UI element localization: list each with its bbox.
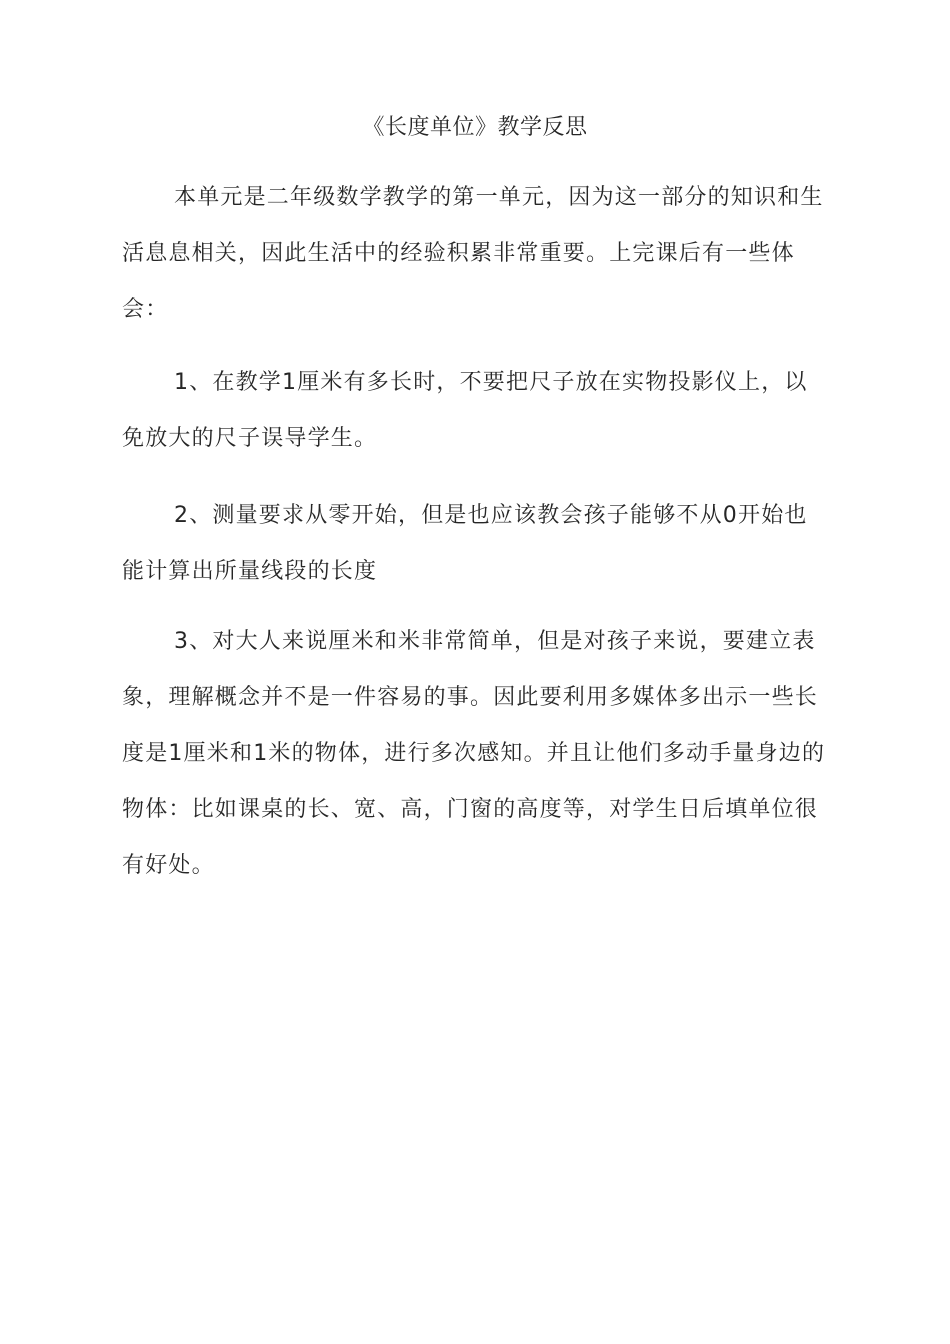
- reflection-item-2: 2、测量要求从零开始，但是也应该教会孩子能够不从0开始也能计算出所量线段的长度: [122, 503, 808, 584]
- reflection-item-1: 1、在教学1厘米有多长时，不要把尺子放在实物投影仪上，以免放大的尺子误导学生。: [122, 370, 808, 451]
- intro-paragraph: 本单元是二年级数学教学的第一单元，因为这一部分的知识和生活息息相关，因此生活中的经验积累非常重要。上完课后有一些体会：: [122, 185, 824, 322]
- reflection-item-3: 3、对大人来说厘米和米非常简单，但是对孩子来说，要建立表象，理解概念并不是一件容易的事。因此要利用多媒体多出示一些长度是1厘米和1米的物体，进行多次感知。并且让他们多动手量身边的物体：比如课桌的长、宽、高，门窗的高度等，对学生日后填单位很有好处。: [122, 629, 826, 878]
- document-title: 《长度单位》教学反思: [362, 115, 588, 140]
